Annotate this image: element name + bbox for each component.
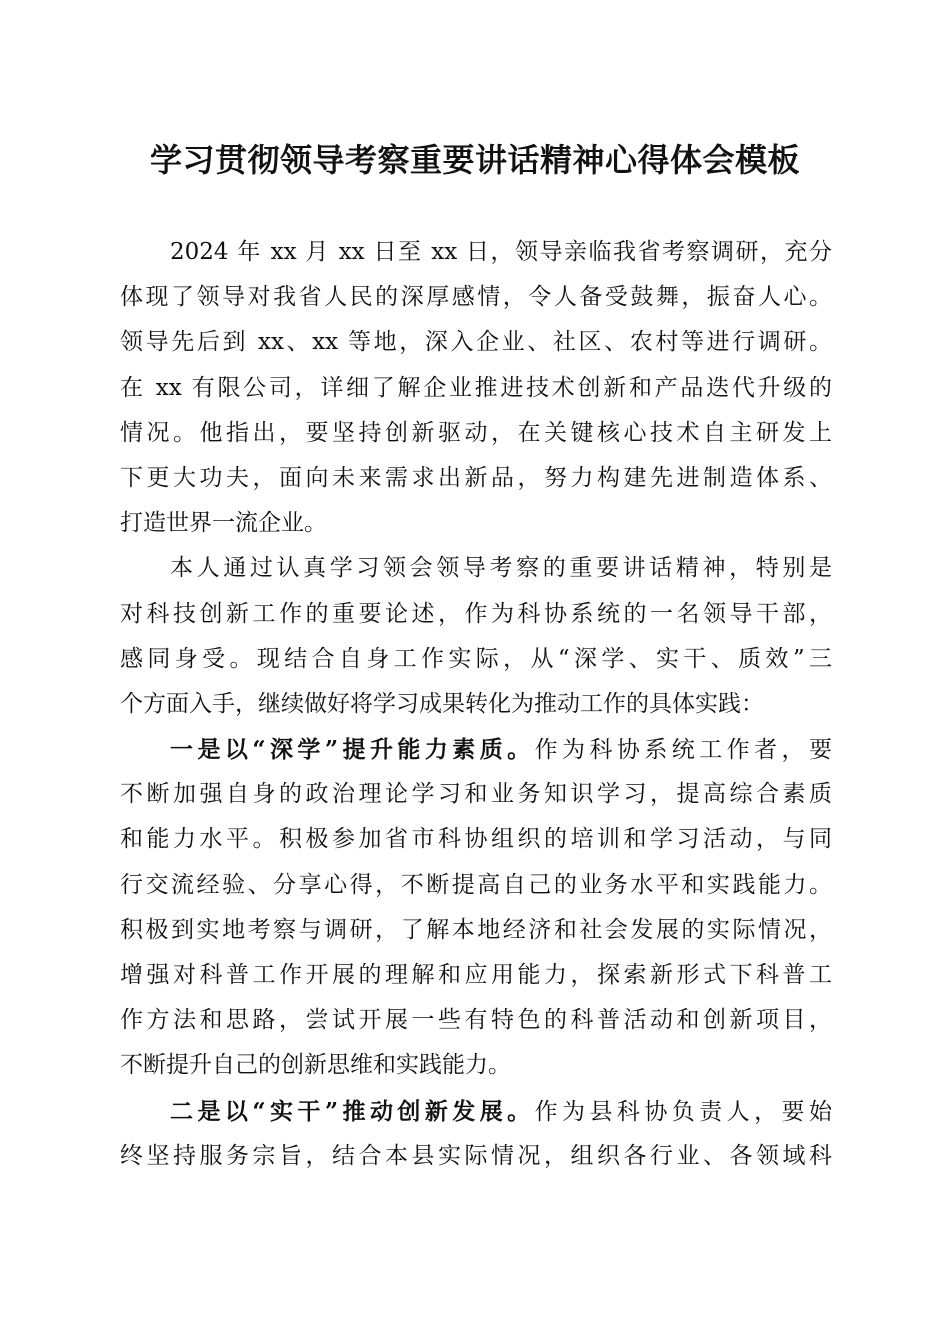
section-heading: 二是以“实干”推动创新发展。 — [170, 1097, 535, 1125]
paragraph-line: 增强对科普工作开展的理解和应用能力，探索新形式下科普工 — [120, 962, 832, 988]
paragraph-line: 本人通过认真学习领会领导考察的重要讲话精神，特别是 — [170, 555, 832, 582]
paragraph-line: 打造世界一流企业。 — [120, 510, 327, 537]
paragraph-line: 不断提升自己的创新思维和实践能力。 — [120, 1052, 511, 1079]
paragraph-practical-work — [120, 1089, 832, 1179]
paragraph-line — [120, 727, 832, 772]
paragraph-line: 不断加强自身的政治理论学习和业务知识学习，提高综合素质 — [120, 781, 832, 808]
paragraph-line: 领导先后到 xx、xx 等地，深入企业、社区、农村等进行调研。 — [120, 329, 832, 356]
paragraph-line: 体现了领导对我省人民的深厚感情，令人备受鼓舞，振奋人心。 — [120, 284, 832, 311]
paragraph-line: 和能力水平。积极参加省市科协组织的培训和学习活动，与同 — [120, 826, 832, 853]
paragraph-line: 下更大功夫，面向未来需求出新品，努力构建先进制造体系、 — [120, 464, 832, 491]
paragraph-text: 作为科协系统工作者，要 — [534, 737, 832, 764]
paragraph-line: 积极到实地考察与调研，了解本地经济和社会发展的实际情况， — [120, 916, 832, 943]
section-heading: 一是以“深学”提升能力素质。 — [170, 736, 535, 764]
paragraph-line: 情况。他指出，要坚持创新驱动，在关键核心技术自主研发上 — [120, 419, 832, 446]
document-body — [120, 230, 832, 1179]
paragraph-line: 个方面入手，继续做好将学习成果转化为推动工作的具体实践： — [120, 690, 764, 717]
paragraph-deep-study — [120, 727, 832, 1089]
paragraph-line — [120, 1089, 832, 1134]
paragraph-line: 对科技创新工作的重要论述，作为科协系统的一名领导干部， — [120, 600, 832, 627]
paragraph-line: 感同身受。现结合自身工作实际，从“深学、实干、质效”三 — [120, 645, 832, 672]
paragraph-line: 终坚持服务宗旨，结合本县实际情况，组织各行业、各领域科 — [120, 1142, 832, 1169]
paragraph-line: 2024 年 xx 月 xx 日至 xx 日，领导亲临我省考察调研，充分 — [170, 239, 832, 265]
paragraph-line: 行交流经验、分享心得，不断提高自己的业务水平和实践能力。 — [120, 871, 832, 898]
document-title: 学习贯彻领导考察重要讲话精神心得体会模板 — [149, 141, 800, 179]
paragraph-text: 作为县科协负责人，要始 — [534, 1098, 832, 1125]
paragraph-line: 在 xx 有限公司，详细了解企业推进技术创新和产品迭代升级的 — [120, 374, 832, 401]
paragraph-approach — [120, 546, 832, 727]
paragraph-intro — [120, 230, 832, 546]
paragraph-line: 作方法和思路，尝试开展一些有特色的科普活动和创新项目， — [120, 1007, 832, 1034]
